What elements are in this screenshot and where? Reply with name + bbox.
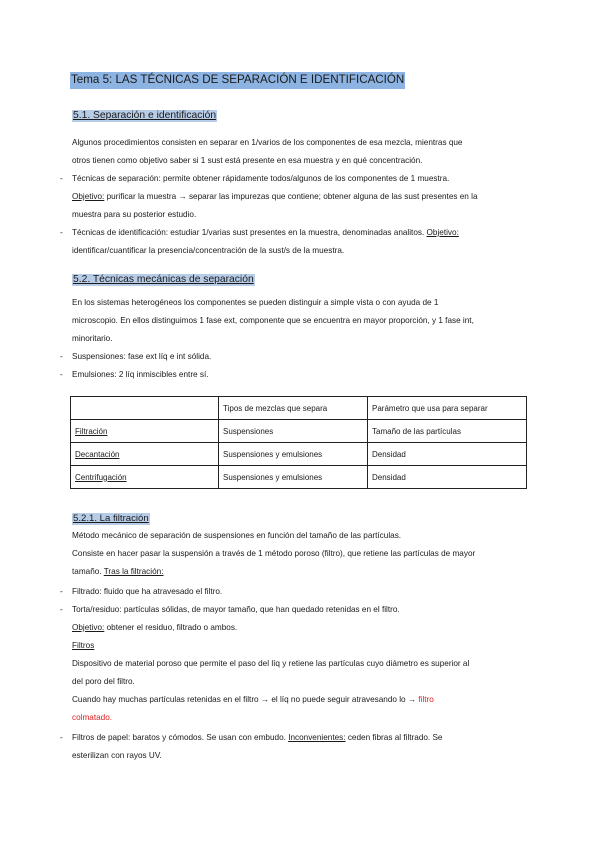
separation-techniques-table (70, 396, 527, 489)
paragraph-line: otros tienen como objetivo saber si 1 sust está presente en esa muestra y en qué concentración. (72, 156, 423, 165)
table-cell-mixes: Suspensiones (219, 420, 368, 443)
bullet-dash: - (60, 352, 63, 361)
table-row (71, 443, 527, 466)
section-heading-5-1: 5.1. Separación e identificación (73, 110, 217, 121)
text-span: tamaño. (72, 567, 104, 576)
text-span: Técnicas de identificación: estudiar 1/varias sust presentes en la muestra, denominadas analitos. (72, 228, 427, 237)
table-header-row (71, 397, 527, 420)
table-cell-mixes: Suspensiones y emulsiones (219, 443, 368, 466)
bullet-text: muestra para su posterior estudio. (72, 210, 197, 219)
text-span: Filtros de papel: baratos y cómodos. Se usan con embudo. (72, 733, 289, 742)
underlined-label: Objetivo: (426, 228, 459, 237)
bullet-text: Suspensiones: fase ext líq e int sólida. (72, 352, 212, 361)
paragraph-line: Método mecánico de separación de suspensiones en función del tamaño de las partículas. (72, 531, 402, 540)
bullet-text (72, 227, 459, 238)
section-heading-5-2: 5.2. Técnicas mecánicas de separación (73, 274, 254, 285)
table-row (71, 466, 527, 489)
paragraph-line: microscopio. En ellos distinguimos 1 fase ext, componente que se encuentra en mayor proporción, y 1 fase int, (72, 316, 474, 325)
table-cell-technique: Filtración (71, 420, 219, 443)
bullet-dash: - (60, 174, 63, 183)
table-cell-technique: Centrifugación (71, 466, 219, 489)
highlight-red-text: filtro (418, 695, 434, 704)
underlined-label: Objetivo: (72, 192, 105, 201)
text-span: ceden fibras al filtrado. Se (345, 733, 443, 742)
page-title: Tema 5: LAS TÉCNICAS DE SEPARACIÓN E IDENTIFICACIÓN (70, 72, 405, 89)
text-span: Cuando hay muchas partículas retenidas en el filtro → el líq no puede seguir atravesando lo → (72, 695, 419, 704)
bullet-text: Emulsiones: 2 líq inmiscibles entre sí. (72, 370, 209, 379)
table-cell-param: Densidad (368, 443, 527, 466)
bullet-dash: - (60, 605, 63, 614)
bullet-dash: - (60, 587, 63, 596)
table-cell-technique: Decantación (71, 443, 219, 466)
text-span: obtener el residuo, filtrado o ambos. (104, 623, 238, 632)
table-header-cell: Parámetro que usa para separar (368, 397, 527, 420)
paragraph-line (72, 622, 237, 633)
table-row (71, 420, 527, 443)
table-cell-param: Tamaño de las partículas (368, 420, 527, 443)
table-cell-param: Densidad (368, 466, 527, 489)
highlight-red-text: colmatado. (72, 713, 113, 722)
underlined-label: Tras la filtración: (103, 567, 164, 576)
bullet-text: identificar/cuantificar la presencia/concentración de la sust/s de la muestra. (72, 246, 345, 255)
paragraph-line: del poro del filtro. (72, 677, 135, 686)
table-cell-mixes: Suspensiones y emulsiones (219, 466, 368, 489)
text-span: purificar la muestra → separar las impurezas que contiene; obtener alguna de las sust presentes en la (104, 192, 478, 201)
section-heading-5-2-1: 5.2.1. La filtración (73, 513, 149, 524)
bullet-dash: - (60, 370, 63, 379)
table-header-cell: Tipos de mezclas que separa (219, 397, 368, 420)
paragraph-line: Dispositivo de material poroso que permite el paso del líq y retiene las partículas cuyo diámetro es superior al (72, 659, 470, 668)
underlined-label: Objetivo: (72, 623, 105, 632)
bullet-text: Filtrado: fluido que ha atravesado el filtro. (72, 587, 223, 596)
paragraph-line: minoritario. (72, 334, 113, 343)
bullet-text (72, 191, 478, 202)
paragraph-line (72, 566, 163, 577)
paragraph-line: Algunos procedimientos consisten en separar en 1/varios de los componentes de esa mezcla, mientras que (72, 138, 463, 147)
bullet-text: Torta/residuo: partículas sólidas, de mayor tamaño, que han quedado retenidas en el filtro. (72, 605, 400, 614)
bullet-dash: - (60, 733, 63, 742)
bullet-dash: - (60, 228, 63, 237)
paragraph-line: Consiste en hacer pasar la suspensión a través de 1 método poroso (filtro), que retiene las partículas de mayor (72, 549, 476, 558)
paragraph-line (72, 694, 434, 705)
bullet-text (72, 732, 443, 743)
subheading-filtros: Filtros (72, 641, 95, 650)
bullet-text: esterilizan con rayos UV. (72, 751, 162, 760)
underlined-label: Inconvenientes: (288, 733, 346, 742)
bullet-text: Técnicas de separación: permite obtener rápidamente todos/algunos de los componentes de 1 muestra. (72, 174, 450, 183)
paragraph-line: En los sistemas heterogéneos los componentes se pueden distinguir a simple vista o con ayuda de 1 (72, 298, 439, 307)
table-header-cell (71, 397, 219, 420)
